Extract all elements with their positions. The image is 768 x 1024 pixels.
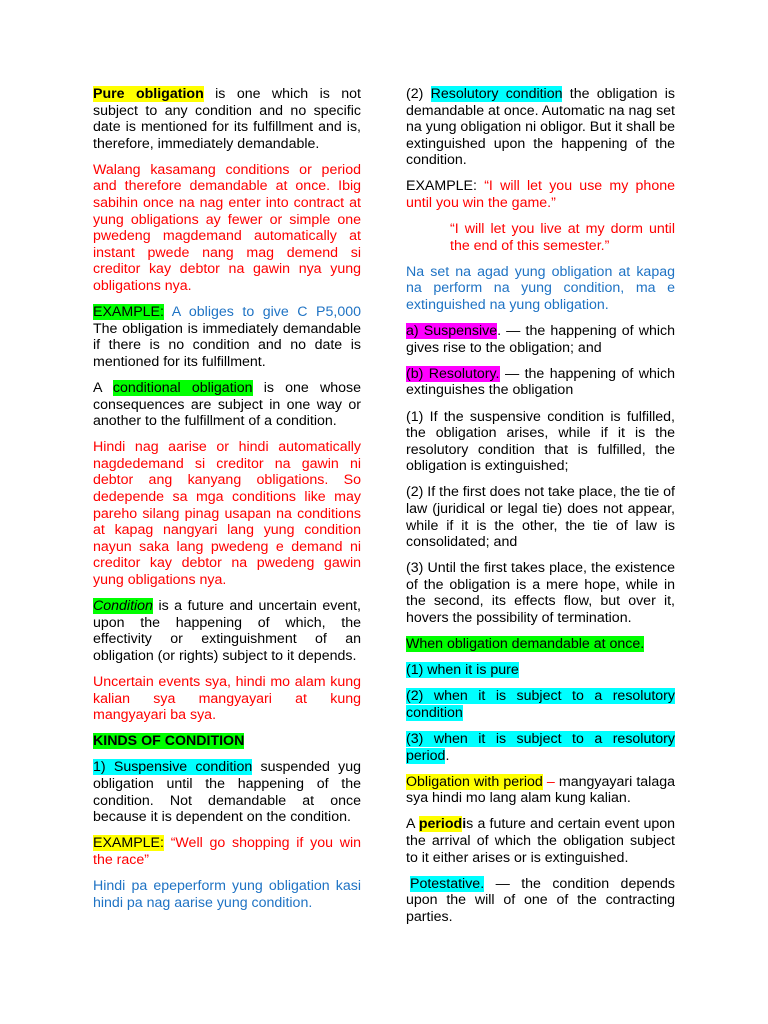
resolutory-term: (b) Resolutory.: [406, 365, 500, 382]
effect-1: (1) If the suspensive condition is fulfilled, the obligation arises, while if it is the resolutory condition that is fulfilled, the obligation is extinguished;: [406, 408, 675, 475]
left-column: [93, 86, 361, 921]
demandable-item-1-text: (1) when it is pure: [406, 662, 519, 679]
pure-obligation-text: is one which is not subject to any condition and no specific date is mentioned for its fulfillment and is, therefore, immediately demandable.: [93, 86, 361, 152]
obligation-with-period: [406, 774, 675, 807]
condition-explanation: Uncertain events sya, hindi mo alam kung kalian sya mangyayari at kung mangyayari ba sya.: [93, 674, 361, 724]
period-bold-letter: i: [462, 816, 467, 833]
article-text: A: [406, 816, 419, 833]
example-quote: “I will let you use my phone until you win the game.”: [406, 178, 675, 212]
period-text: s a future and certain event upon the arrival of which the obligation subject to it either arises or is extinguished.: [406, 816, 676, 866]
obligation-with-period-term: Obligation with period: [406, 773, 543, 790]
period-definition: [406, 816, 675, 866]
condition-term: Condition: [93, 598, 153, 615]
potestative-definition: [406, 876, 675, 926]
resolutory-condition-definition: [406, 86, 675, 169]
demandable-heading: [406, 636, 675, 653]
suspensive-condition-text: suspended yug obligation until the happening of the condition. Not demandable at once because it is dependent on the condition.: [93, 759, 361, 826]
suspensive-kind: [406, 323, 675, 356]
kinds-heading-text: KINDS OF CONDITION: [93, 733, 245, 750]
suspensive-condition-term: 1) Suspensive condition: [93, 759, 253, 776]
demandable-heading-text: When obligation demandable at once.: [406, 636, 645, 653]
condition-definition: [93, 598, 361, 664]
pure-obligation-explanation: Walang kasamang conditions or period and therefore demandable at once. Ibig sabihin once na nag enter into contract at yung obligations ay fewer or simple one pwedeng magdemand automatically at instant pwede nang mag demend si creditor kay debtor na gawin nya yung obligations nya.: [93, 161, 361, 295]
example-quote: “Well go shopping if you win the race”: [93, 835, 361, 868]
resolutory-explanation: Na set na agad yung obligation at kapag na perform na yung condition, ma e extinguished na yung obligation.: [406, 263, 675, 314]
conditional-obligation-explanation: Hindi nag aarise or hindi automatically nagdedemand si creditor na gawin ni debtor ang kanyang obligations. So dedepende sa mga conditions like may pareho silang pinag usapan na conditions at kapag nangyari lang yung condition nayun saka lang pwedeng e demand ni creditor kay debtor na pwedeng gawin yung obligations nya.: [93, 439, 361, 589]
resolutory-example-2: “I will let you live at my dorm until the end of this semester.”: [450, 221, 675, 254]
demandable-item-1: [406, 662, 675, 679]
example-label: EXAMPLE:: [93, 304, 164, 321]
resolutory-example: [406, 178, 675, 211]
item-number: (2): [406, 86, 431, 102]
suspensive-term: a) Suspensive: [406, 323, 498, 340]
potestative-term: Potestative.: [410, 875, 485, 892]
kinds-of-condition-heading: [93, 733, 361, 750]
dash: –: [542, 773, 555, 790]
example-text: A obliges to give C P5,000: [163, 304, 361, 321]
effect-2: (2) If the first does not take place, the tie of law (juridical or legal tie) does not appear, while if it is the other, the tie of law is consolidated; and: [406, 484, 675, 551]
suspensive-condition-definition: [93, 759, 361, 825]
demandable-item-3-text: (3) when it is subject to a resolutory period: [406, 731, 675, 764]
demandable-item-2: [406, 688, 675, 721]
period-term: period: [418, 816, 463, 833]
example-label: EXAMPLE:: [93, 835, 164, 852]
conditional-obligation-definition: [93, 380, 361, 430]
item-end: .: [445, 747, 450, 764]
suspensive-explanation: Hindi pa epeperform yung obligation kasi hindi pa nag aarise yung condition.: [93, 877, 361, 911]
demandable-item-2-text: (2) when it is subject to a resolutory condition: [406, 688, 675, 721]
demandable-item-3: [406, 731, 675, 764]
effect-3: (3) Until the first takes place, the existence of the obligation is a mere hope, while in the second, its effects flow, but over it, hovers the possibility of termination.: [406, 560, 675, 627]
obligation-with-period-text: mangyayari talaga sya hindi mo lang alam kung kalian.: [406, 773, 676, 807]
resolutory-condition-text: the obligation is demandable at once. Automatic na nag set na yung obligation ni obligor. But it shall be extinguished upon the happening of the condition.: [406, 86, 675, 169]
resolutory-condition-term: Resolutory condition: [430, 86, 563, 102]
conditional-obligation-text: is one whose consequences are subject in one way or another to the fulfillment of a condition.: [93, 380, 361, 430]
article-text: A: [93, 380, 113, 396]
pure-obligation-example: [93, 304, 361, 370]
pure-obligation-definition: [93, 86, 361, 152]
suspensive-example: [93, 835, 361, 868]
conditional-obligation-term: conditional obligation: [112, 380, 253, 396]
right-column: [406, 86, 675, 935]
condition-text: is a future and uncertain event, upon the happening of which, the effectivity or extinguishment of an obligation (or rights) subject to it depends.: [93, 598, 361, 664]
pure-obligation-term: Pure obligation: [93, 86, 204, 102]
resolutory-kind: [406, 366, 675, 399]
potestative-text: — the condition depends upon the will of one of the contracting parties.: [406, 875, 675, 925]
resolutory-kind-text: — the happening of which extinguishes the obligation: [406, 365, 676, 399]
example-label: EXAMPLE:: [406, 178, 477, 195]
suspensive-kind-text: . — the happening of which gives rise to the obligation; and: [406, 323, 676, 356]
example-explanation: The obligation is immediately demandable if there is no condition and no date is mentioned for its fulfillment.: [93, 320, 361, 370]
